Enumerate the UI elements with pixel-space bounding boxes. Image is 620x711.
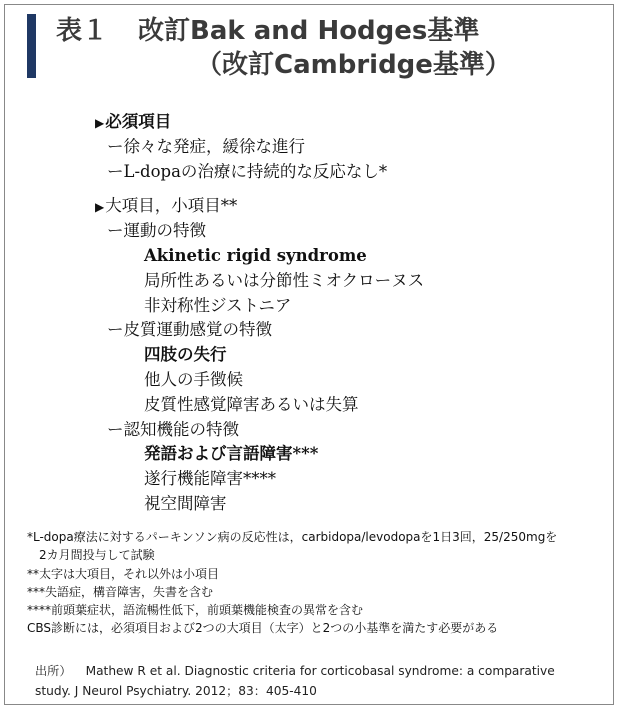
motor-item: 非対称性ジストニア <box>144 295 292 315</box>
table-subtitle: （改訂Cambridge基準） <box>196 50 511 80</box>
footnotes <box>27 528 557 638</box>
title-accent-bar <box>27 14 36 78</box>
cognitive-item-major: 発語および言語障害*** <box>144 444 319 464</box>
table-title-text: 改訂Bak and Hodges基準 <box>138 16 480 46</box>
source-line1: Mathew R et al. Diagnostic criteria for corticobasal syndrome: a comparative <box>85 664 555 678</box>
footnote: ***失語症，構音障害，失書を含む <box>27 584 214 599</box>
required-item: ー徐々な発症，緩徐な進行 <box>107 136 305 156</box>
required-header-row <box>95 110 424 135</box>
source-citation <box>35 661 555 701</box>
cortical-header: ー皮質運動感覚の特徴 <box>107 320 272 340</box>
required-header: 必須項目 <box>105 112 172 131</box>
triangle-bullet-icon: ▶ <box>95 200 105 215</box>
cortical-item-major: 四肢の失行 <box>144 345 227 365</box>
footnote: *L-dopa療法に対するパーキンソン病の反応性は，carbidopa/levodopaを1日3回，25/250mgを <box>27 530 558 544</box>
cognitive-header: ー認知機能の特徴 <box>107 419 239 439</box>
source-line2: study. J Neurol Psychiatry. 2012；83：405-410 <box>35 684 317 698</box>
triangle-bullet-icon: ▶ <box>95 116 105 130</box>
footnote: 2カ月間投与して試験 <box>39 548 155 563</box>
footnote: **太字は大項目，それ以外は小項目 <box>27 566 220 581</box>
motor-item: 局所性あるいは分節性ミオクローヌス <box>144 270 425 290</box>
footnote: CBS診断には，必須項目および2つの大項目（太字）と2つの小基準を満たす必要がある <box>27 621 499 636</box>
motor-header: ー運動の特徴 <box>107 221 206 241</box>
cognitive-item: 遂行機能障害**** <box>144 469 276 489</box>
cortical-item: 他人の手徴候 <box>144 369 243 389</box>
major-minor-header-row <box>95 194 424 219</box>
source-label: 出所） <box>35 664 72 678</box>
table-number: 表１ <box>56 16 109 46</box>
footnote: ****前頭葉症状，語流暢性低下，前頭葉機能検査の異常を含む <box>27 603 364 618</box>
criteria-list <box>95 110 424 517</box>
cognitive-item: 視空間障害 <box>144 493 227 513</box>
cortical-item: 皮質性感覚障害あるいは失算 <box>144 394 359 414</box>
motor-item-major: Akinetic rigid syndrome <box>144 245 367 265</box>
table-title <box>50 16 479 46</box>
major-minor-header: 大項目，小項目** <box>105 196 238 216</box>
required-item: ーL-dopaの治療に持続的な反応なし* <box>107 161 388 181</box>
